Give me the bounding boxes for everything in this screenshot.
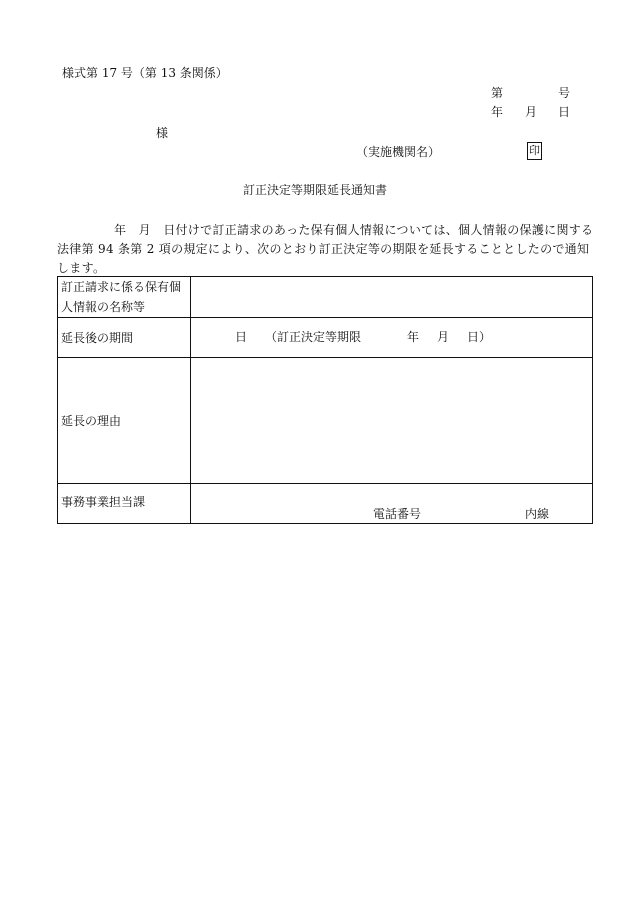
date-month: 月: [525, 105, 538, 119]
addressee-honorific: 様: [156, 126, 169, 140]
table-row-reason: [58, 358, 593, 484]
document-number-suffix: 号: [558, 86, 571, 100]
agency-name: （実施機関名）: [356, 145, 441, 159]
phone-number-label: 電話番号: [373, 507, 422, 521]
body-paragraph: 年 月 日付けで訂正請求のあった保有個人情報については、個人情報の保護に関する法律第 94 条第 2 項の規定により、次のとおり訂正決定等の期限を延長することとしたので通知します。: [57, 223, 594, 275]
table-row-information-name: [58, 277, 593, 318]
value-reason[interactable]: [191, 358, 593, 484]
deadline-month: 月: [437, 330, 450, 344]
deadline-label: （訂正決定等期限: [265, 330, 362, 344]
table-row-extended-period: [58, 318, 593, 358]
document-title: 訂正決定等期限延長通知書: [242, 183, 387, 197]
label-information-name: 訂正請求に係る保有個人情報の名称等: [58, 277, 191, 318]
period-day: 日: [235, 330, 248, 344]
value-department[interactable]: [191, 484, 593, 524]
deadline-day: 日）: [467, 330, 492, 344]
extension-label: 内線: [525, 507, 550, 521]
document-number-prefix: 第: [491, 86, 504, 100]
value-extended-period[interactable]: [191, 318, 593, 358]
label-extended-period: 延長後の期間: [58, 318, 191, 358]
info-table: [57, 276, 593, 524]
date-year: 年: [491, 105, 504, 119]
date-day: 日: [558, 105, 571, 119]
label-reason: 延長の理由: [58, 358, 191, 484]
form-number: 様式第 17 号（第 13 条関係）: [62, 66, 228, 80]
label-department: 事務事業担当課: [58, 484, 191, 524]
table-row-department: [58, 484, 593, 524]
value-information-name[interactable]: [191, 277, 593, 318]
deadline-year: 年: [407, 330, 420, 344]
seal-stamp: 印: [527, 142, 542, 160]
